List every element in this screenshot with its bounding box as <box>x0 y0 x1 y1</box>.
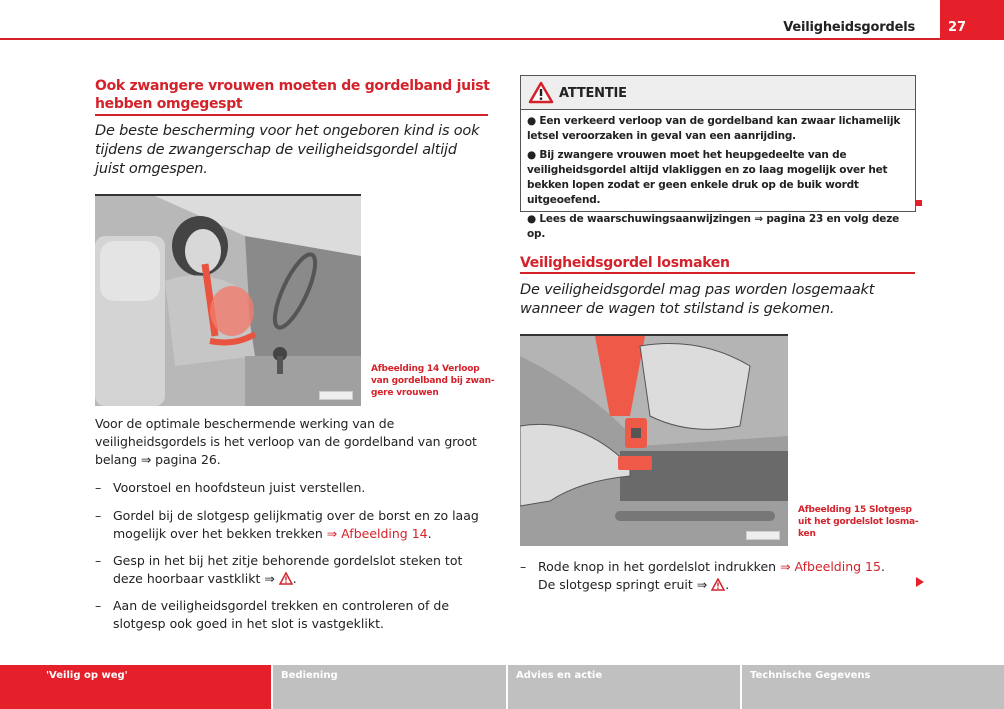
step-text-part: Gordel bij de slotgesp gelijkmatig over de borst en zo laag mogelijk over het bekken trekken <box>113 508 479 541</box>
warning-item: ● Lees de waarschuwingsaanwijzingen ⇒ pagina 23 en volg deze op. <box>527 213 900 240</box>
caption-line: ken <box>798 529 816 539</box>
warning-item: ● Een verkeerd verloop van de gordelband kan zwaar lichamelijk letsel veroorzaken in geval van een aanrijding. <box>527 115 901 142</box>
lead-paragraph: De veiligheidsgordel mag pas worden losgemaakt wanneer de wagen tot stilstand is gekomen. <box>520 282 875 317</box>
step-3 <box>95 552 490 588</box>
figure-15-link[interactable]: ⇒ Afbeelding 15 <box>780 559 881 574</box>
figure-14-image <box>95 194 361 406</box>
page-number: 27 <box>948 20 967 35</box>
step-dash: – <box>95 508 102 523</box>
lead-paragraph: De beste bescherming voor het ongeboren kind is ook tijdens de zwangerschap de veiligheidsgordel altijd juist omgespen. <box>95 123 480 177</box>
tab-advies-en-actie[interactable] <box>508 665 740 709</box>
next-page-arrow-icon[interactable] <box>916 577 924 587</box>
warning-header <box>521 76 915 110</box>
figure-14-link[interactable]: ⇒ Afbeelding 14 <box>326 526 428 541</box>
step-2 <box>95 507 490 543</box>
intro-paragraph: Voor de optimale beschermende werking van de veiligheidsgordels is het verloop van de gordelband van groot belang ⇒ pagina 26. <box>95 416 477 467</box>
caption-line: Afbeelding 14 Verloop <box>371 364 480 374</box>
step-text-part: . De slotgesp springt eruit ⇒ <box>538 559 885 592</box>
step-dash: – <box>95 480 102 495</box>
step-text <box>538 558 900 594</box>
step-dash: – <box>520 559 527 574</box>
caption-line: Afbeelding 15 Slotgesp <box>798 505 912 515</box>
tab-technische-gegevens[interactable] <box>742 665 1004 709</box>
header-rule <box>0 38 1004 40</box>
caption-line: uit het gordelslot losma- <box>798 517 919 527</box>
warning-title: ATTENTIE <box>559 86 627 101</box>
caption-line: van gordelband bij zwan- <box>371 376 495 386</box>
step-text-part: . <box>292 571 297 586</box>
heading-pregnant-women: Ook zwangere vrouwen moeten de gordelband juist hebben omgegespt <box>95 78 490 112</box>
tab-label: Technische Gegevens <box>750 670 871 681</box>
tab-label: Advies en actie <box>516 670 603 681</box>
step-text: Voorstoel en hoofdsteun juist verstellen. <box>113 480 366 495</box>
step-dash: – <box>95 553 102 568</box>
tab-bediening[interactable] <box>273 665 506 709</box>
tab-label: Bediening <box>281 670 338 681</box>
figure-15-image <box>520 334 788 546</box>
heading-rule <box>520 272 915 274</box>
tab-label: 'Veilig op weg' <box>46 670 128 681</box>
warning-box <box>520 75 916 240</box>
warning-item: ● Bij zwangere vrouwen moet het heupgedeelte van de veiligheidsgordel altijd vlakliggen en zo laag mogelijk over het bekken lopen zodat er geen enkele druk op de buik wordt uitgeoefend. <box>527 149 888 206</box>
step-dash: – <box>95 598 102 613</box>
warning-triangle-icon <box>528 81 554 104</box>
step-text <box>113 552 490 588</box>
section-title: Veiligheidsgordels <box>783 20 915 35</box>
buckle-release-illustration <box>520 336 788 546</box>
step-1 <box>95 479 490 497</box>
step-text-part: Gesp in het bij het zitje behorende gordelslot steken tot deze hoorbaar vastklikt ⇒ <box>113 553 463 586</box>
image-code-label <box>319 391 353 400</box>
warning-triangle-icon[interactable] <box>711 578 725 591</box>
step-text <box>113 507 490 543</box>
figure-15-caption <box>798 504 923 540</box>
pregnant-woman-illustration <box>95 196 361 406</box>
caption-line: gere vrouwen <box>371 388 439 398</box>
warning-triangle-icon[interactable] <box>279 572 293 585</box>
step-4 <box>95 597 490 633</box>
tab-veilig-op-weg[interactable] <box>0 665 271 709</box>
step-text-part: Rode knop in het gordelslot indrukken <box>538 559 781 574</box>
section-end-marker <box>916 200 922 206</box>
step-release <box>520 558 900 594</box>
step-text-part: . <box>725 577 730 592</box>
image-code-label <box>746 531 780 540</box>
step-text: Aan de veiligheidsgordel trekken en controleren of de slotgesp ook goed in het slot is vastgeklikt. <box>113 598 450 631</box>
heading-release-belt: Veiligheidsgordel losmaken <box>520 255 730 271</box>
heading-rule <box>95 114 488 116</box>
step-text-part: . <box>427 526 432 541</box>
figure-14-caption <box>371 363 496 399</box>
warning-items <box>521 110 915 242</box>
